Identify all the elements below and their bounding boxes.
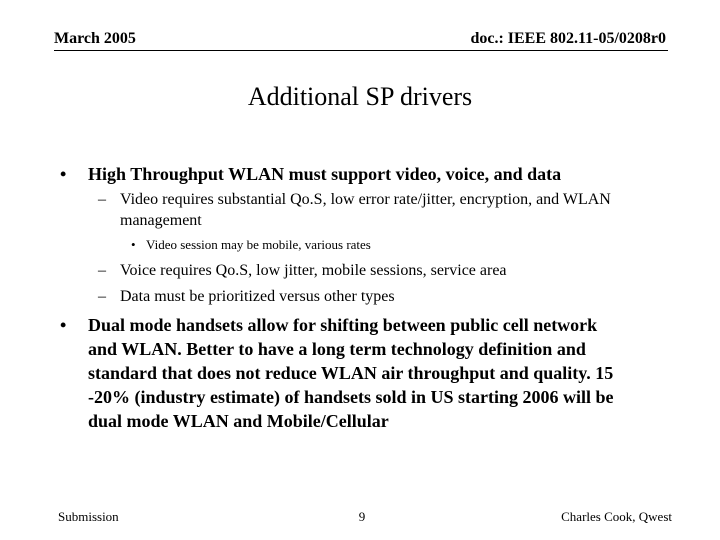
sub-bullet-text: Data must be prioritized versus other types <box>120 288 395 305</box>
sub-bullet-text: Voice requires Qo.S, low jitter, mobile sessions, service area <box>120 262 507 279</box>
bullet-marker: • <box>60 315 67 335</box>
footer-page-number: 9 <box>358 509 366 524</box>
header-doc-id: doc.: IEEE 802.11-05/0208r0 <box>470 30 666 47</box>
bullet-marker: • <box>60 164 67 184</box>
sub-bullet-marker: – <box>98 191 106 208</box>
bullet-line: -20% (industry estimate) of handsets sold in US starting 2006 will be <box>88 387 614 407</box>
bullet-line: Dual mode handsets allow for shifting between public cell network <box>88 315 598 335</box>
sub-bullet-line: management <box>120 212 202 229</box>
header-divider <box>54 50 668 51</box>
footer-author: Charles Cook, Qwest <box>561 509 672 524</box>
slide-title: Additional SP drivers <box>247 82 473 111</box>
sub-bullet-marker: – <box>98 288 106 305</box>
footer-submission: Submission <box>58 509 119 524</box>
bullet-line: standard that does not reduce WLAN air throughput and quality. 15 <box>88 363 614 383</box>
bullet-line: and WLAN. Better to have a long term technology definition and <box>88 339 586 359</box>
bullet-line: dual mode WLAN and Mobile/Cellular <box>88 411 389 431</box>
sub-bullet-marker: – <box>98 262 106 279</box>
bullet-text: High Throughput WLAN must support video, voice, and data <box>88 164 562 184</box>
sub-bullet-line: Video requires substantial Qo.S, low error rate/jitter, encryption, and WLAN <box>120 191 611 208</box>
header-date: March 2005 <box>54 30 136 47</box>
sub-sub-bullet-text: Video session may be mobile, various rates <box>146 237 371 252</box>
sub-sub-bullet-marker: • <box>131 237 136 252</box>
